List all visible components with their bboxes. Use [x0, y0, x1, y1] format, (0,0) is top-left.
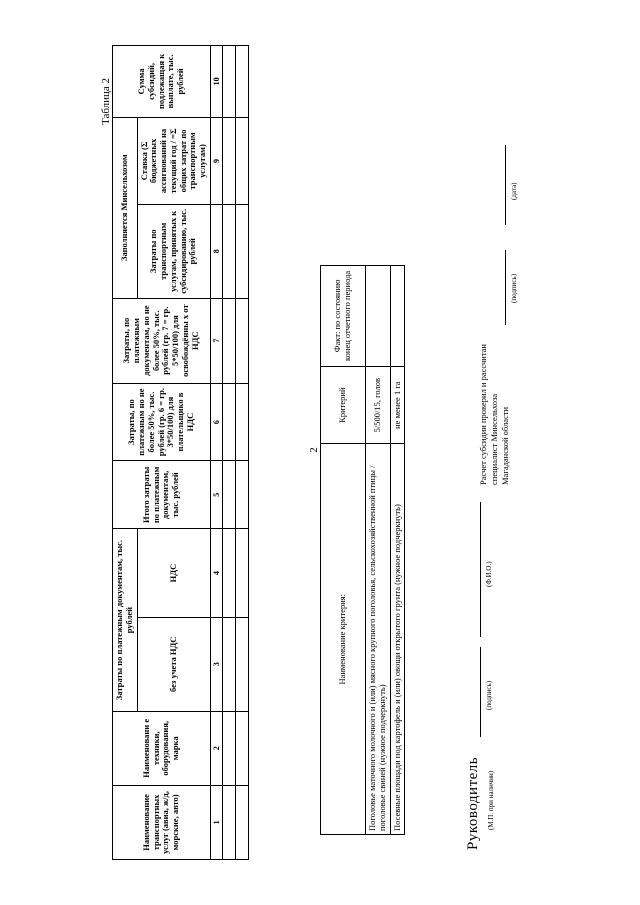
date-line	[505, 145, 506, 225]
empty-cell	[236, 461, 249, 529]
criteria-value: 5/500/15, голов	[366, 366, 391, 444]
criteria-value: не менее 1 га	[390, 366, 405, 444]
criteria-name: Поголовье маточного молочного и (или) мясного крупного поголовья, сельскохозяйственной птицы / поголовье свиней (нужное подчеркнуть)	[366, 444, 391, 835]
stamp-note: (М.П. при наличии)	[487, 770, 495, 830]
specialist-signature-label: (подпись)	[510, 273, 518, 303]
date-label: (дата)	[510, 182, 518, 200]
header-subsidy-amount: Сумма субсидий, подлежащая к выплате, тыс. рублей	[113, 46, 211, 118]
calculation-block	[478, 344, 511, 485]
empty-cell	[223, 785, 236, 859]
header-without-vat: без учета НДС	[137, 617, 210, 711]
header-total-costs: Итого затраты по платежным документам, тыс. рублей	[113, 461, 211, 529]
empty-cell	[223, 617, 236, 711]
column-number: 10	[210, 46, 222, 118]
empty-row	[223, 46, 236, 860]
transport-costs-table	[112, 45, 249, 860]
header-equipment-name: Наименовани е техники, оборудования, марка	[113, 711, 211, 785]
column-number: 7	[210, 298, 222, 383]
column-number: 8	[210, 205, 222, 298]
header-transport-services: Наименование транспортных услуг (авиа, ж/д, морские, авто)	[113, 785, 211, 859]
criteria-header-fact: Факт: по состоянию конец отчетного периода	[321, 266, 366, 367]
column-number: 4	[210, 529, 222, 617]
calculation-line: Расчет субсидии проверил и рассчитан	[478, 344, 488, 485]
empty-cell	[223, 298, 236, 383]
name-label: (Ф.И.О.)	[485, 561, 493, 587]
header-rate: Ставка (Σ бюджетных ассигнований на текущий год / =Σ общих затрат по транспортным услугам)	[137, 117, 210, 204]
column-number: 3	[210, 617, 222, 711]
criteria-fact	[366, 266, 391, 367]
column-number-row	[210, 46, 222, 860]
criteria-header-name: Наименование критерия:	[321, 444, 366, 835]
empty-cell	[236, 298, 249, 383]
signature-line	[480, 647, 481, 737]
criteria-header-criterion: Критерий	[321, 366, 366, 444]
column-number: 5	[210, 461, 222, 529]
empty-cell	[236, 785, 249, 859]
criteria-table	[320, 265, 405, 835]
header-vat: НДС	[137, 529, 210, 617]
empty-cell	[236, 617, 249, 711]
empty-cell	[223, 117, 236, 204]
column-number: 6	[210, 383, 222, 461]
header-ministry-group: Заполняется Минсельхозом	[113, 117, 138, 298]
empty-cell	[236, 205, 249, 298]
empty-cell	[236, 117, 249, 204]
empty-cell	[236, 46, 249, 118]
header-costs-vat-payers: Затраты, по платежным но не более 50%, тыс. рублей (гр. 6 = гр. 3*50/100) для плательщико в НДС	[113, 383, 211, 461]
empty-cell	[223, 46, 236, 118]
calculation-line: специалист Минсельхоза	[489, 393, 500, 485]
empty-cell	[223, 205, 236, 298]
empty-cell	[223, 529, 236, 617]
calculation-line: Магаданской области	[500, 406, 511, 485]
table-caption: Таблица 2	[100, 77, 112, 125]
column-number: 1	[210, 785, 222, 859]
page-number: 2	[308, 447, 320, 453]
header-costs-vat-exempt: Затраты, по платежным документам, но не более 50%, тыс. рублей (гр. 7 = гр. 5*50/100) для освобождённы х от НДС	[113, 298, 211, 383]
empty-cell	[223, 383, 236, 461]
criteria-name: Посевные площади под картофель и (или) овощи открытого грунта (нужное подчеркнуть)	[390, 444, 405, 835]
column-number: 9	[210, 117, 222, 204]
header-costs-group: Затраты по платежным документам, тыс. рублей	[113, 529, 138, 711]
criteria-row	[366, 266, 391, 835]
criteria-fact	[390, 266, 405, 367]
empty-cell	[223, 461, 236, 529]
header-accepted-costs: Затраты по транспортным услугам, принятых к субсидированию, тыс. рублей	[137, 205, 210, 298]
signature-title: Руководитель	[465, 756, 481, 850]
empty-row	[236, 46, 249, 860]
name-line	[480, 502, 481, 637]
empty-cell	[236, 529, 249, 617]
empty-cell	[236, 711, 249, 785]
criteria-row	[390, 266, 405, 835]
empty-cell	[236, 383, 249, 461]
signature-label: (подпись)	[485, 680, 493, 710]
specialist-signature-line	[505, 250, 506, 325]
empty-cell	[223, 711, 236, 785]
column-number: 2	[210, 711, 222, 785]
